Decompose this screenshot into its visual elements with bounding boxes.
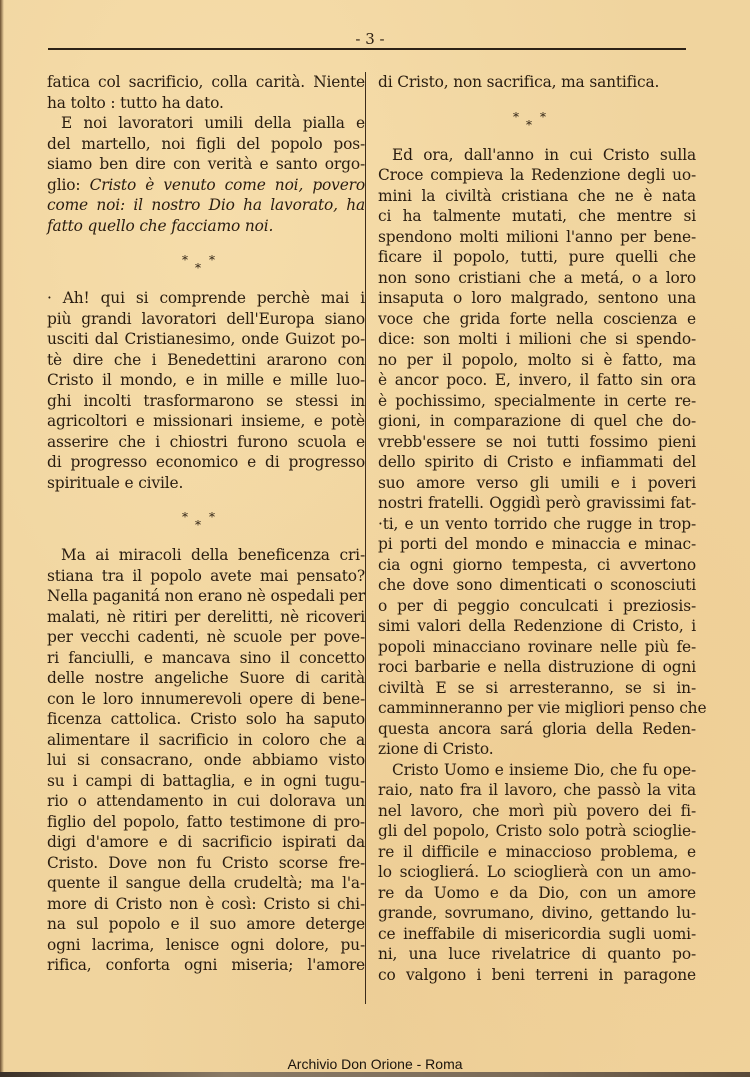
text-line: na sul popolo e il suo amore deterge: [47, 915, 365, 933]
asterisk-icon: *: [182, 253, 188, 267]
header-rule: [48, 48, 686, 50]
text-line: E noi lavoratori umili della pialla e: [61, 114, 365, 132]
section-separator: [47, 236, 365, 288]
section-separator: [378, 93, 696, 145]
text-line: more di Cristo non è così: Cristo si chi-: [47, 894, 365, 913]
asterisk-icon: *: [540, 109, 546, 124]
text-line: è ancor poco. E, invero, il fatto sin ora: [378, 371, 696, 389]
text-line: è pochissimo, specialmente in certe re-: [378, 391, 696, 410]
quote-italic: Cristo è venuto come noi, povero: [89, 175, 365, 194]
text-line: suo amore verso gli umili e i poveri: [378, 473, 696, 492]
text-line: del martello, noi figli del popolo pos-: [47, 134, 365, 153]
text-line: Croce compieva la Redenzione degli uo-: [378, 166, 696, 184]
text-line: spirituale e civile.: [47, 473, 184, 492]
text-line: ha tolto : tutto ha dato.: [47, 93, 224, 112]
paragraph: [378, 760, 696, 986]
asterisk-icon: *: [209, 510, 215, 524]
left-column: [47, 72, 365, 976]
text-line: asserire che i chiostri furono scuola e: [47, 432, 365, 451]
asterisk-icon: *: [513, 109, 519, 124]
text-line: figlio del popolo, fatto testimone di pro-: [47, 812, 365, 831]
text-line: Cristo Uomo e insieme Dio, che fu ope-: [392, 760, 696, 779]
text-line: questa ancora sará gloria della Reden-: [378, 719, 696, 738]
text-line: ri fanciulli, e mancava sino il concetto: [47, 648, 365, 667]
text-line: agricoltori e missionari insieme, e potè: [47, 412, 365, 430]
text-line: fatica col sacrificio, colla carità. Niente: [47, 73, 365, 91]
right-column: [378, 72, 707, 985]
paragraph: [47, 288, 365, 493]
text-line: re il difficile e minaccioso problema, e: [378, 842, 696, 861]
text-line: lui si consacrano, onde abbiamo visto: [47, 751, 365, 769]
text-line: cia ogni giorno tempesta, ci avvertono: [378, 555, 696, 574]
text-line: re da Uomo e da Dio, con un amore: [378, 883, 696, 902]
text-line: rio o attendamento in cui dolorava un: [47, 792, 365, 810]
text-line: digi d'amore e di sacrificio ispirati da: [47, 833, 365, 851]
text-line: nostri fratelli. Oggidì però gravissimi fat-: [378, 494, 696, 512]
text-line: vrebb'essere se noi tutti fossimo pieni: [378, 432, 696, 451]
text-line: ·ti, e un vento torrido che rugge in trop-: [378, 514, 696, 533]
text-roman: glio:: [47, 175, 90, 194]
text-line: ghi incolti trasformarono se stessi in: [47, 391, 365, 410]
text-line: insaputa o loro malgrado, sentono una: [378, 289, 696, 307]
section-separator: [47, 493, 365, 545]
text-line: delle nostre angeliche Suore di carità: [47, 669, 365, 687]
text-line: co valgono i beni terreni in paragone: [378, 965, 696, 984]
text-line: di Cristo, non sacrifica, ma santifica.: [378, 73, 660, 91]
text-line: Cristo il mondo, e in mille e mille luo-: [47, 371, 365, 389]
text-line: Ma ai miracoli della beneficenza cri-: [61, 546, 365, 564]
text-line: raio, nato fra il lavoro, che passò la vita: [378, 781, 696, 799]
text-line: grande, sovrumano, divino, gettando lu-: [378, 904, 696, 922]
text-line: mini la civiltà cristiana che ne è nata: [378, 186, 696, 205]
paragraph: [47, 113, 365, 236]
quote-line: come noi: il nostro Dio ha lavorato, ha: [47, 196, 365, 214]
text-line: con le loro innumerevoli opere di bene-: [47, 689, 365, 708]
text-line: pi porti del mondo e minaccia e minac-: [378, 535, 696, 553]
paragraph: [47, 545, 365, 976]
text-line: ficare il popolo, tutti, pure quelli che: [378, 248, 696, 266]
text-line: gli del popolo, Cristo solo potrà scioglie-: [378, 822, 696, 840]
text-line: siamo ben dire con verità e santo orgo-: [47, 155, 365, 173]
text-line: di progresso economico e di progresso: [47, 453, 365, 471]
text-line: o per di peggio conculcati i preziosis-: [378, 596, 696, 615]
page-number: - 3 -: [355, 30, 385, 48]
text-line: su i campi di battaglia, e in ogni tugu-: [47, 771, 365, 790]
text-line: [47, 175, 365, 196]
text-line: · Ah! qui si comprende perchè mai i: [47, 289, 365, 307]
text-line: stiana tra il popolo avete mai pensato?: [47, 566, 365, 585]
asterisk-icon: *: [209, 253, 215, 267]
asterisk-icon: *: [195, 518, 201, 532]
text-line: usciti dal Cristianesimo, onde Guizot po-: [47, 330, 365, 348]
text-line: ogni lacrima, lenisce ogni dolore, pu-: [47, 935, 365, 954]
text-line: Ed ora, dall'anno in cui Cristo sulla: [392, 145, 696, 164]
text-line: zione di Cristo.: [378, 740, 494, 758]
text-line: spendono molti milioni l'anno per bene-: [378, 227, 696, 246]
asterisk-icon: *: [195, 261, 201, 275]
text-line: roci barbarie e nella distruzione di ogni: [378, 658, 696, 676]
asterisk-icon: *: [182, 510, 188, 524]
paragraph: [47, 72, 365, 113]
text-line: che dove sono dimenticati o sconosciuti: [378, 576, 696, 594]
text-line: lo scioglierá. Lo scioglierà con un amo-: [378, 863, 696, 881]
text-line: popoli minacciano rovinare nelle più fe-: [378, 637, 696, 656]
text-line: ficenza cattolica. Cristo solo ha saputo: [47, 710, 365, 728]
asterisk-icon: *: [526, 117, 532, 132]
text-line: ce ineffabile di misericordia sugli uomi-: [378, 924, 696, 943]
text-line: quente il sangue della crudeltà; ma l'a-: [47, 874, 365, 892]
page-edge-shadow: [0, 0, 4, 1077]
text-line: Cristo. Dove non fu Cristo scorse fre-: [47, 853, 365, 872]
text-line: no per il popolo, molto si è fatto, ma: [378, 350, 696, 369]
text-line: rifica, conforta ogni miseria; l'amore: [47, 956, 365, 974]
column-divider: [365, 72, 366, 1004]
text-line: dello spirito di Cristo e infiammati del: [378, 453, 696, 471]
text-line: non sono cristiani che a metá, o a loro: [378, 268, 696, 287]
paragraph: [378, 72, 696, 93]
text-line: ci ha talmente mutati, che mentre si: [378, 207, 696, 225]
text-line: dice: son molti i milioni che si spendo-: [378, 330, 696, 348]
text-line: più grandi lavoratori dell'Europa siano: [47, 309, 365, 328]
text-line: alimentare il sacrificio in coloro che a: [47, 730, 365, 749]
text-line: Nella paganitá non erano nè ospedali per: [47, 587, 365, 605]
text-line: civiltà E se si arresteranno, se si in-: [378, 678, 696, 697]
text-line: nel lavoro, che morì più povero dei fi-: [378, 801, 696, 820]
text-line: ni, una luce rivelatrice di quanto po-: [378, 945, 696, 963]
text-line: tè dire che i Benedettini ararono con: [47, 350, 365, 369]
text-line: simi valori della Redenzione di Cristo, i: [378, 617, 696, 635]
text-line: camminneranno per vie migliori penso che: [378, 699, 707, 717]
text-line: gioni, in comparazione di quel che do-: [378, 412, 696, 430]
paragraph: [378, 145, 707, 760]
archive-watermark: Archivio Don Orione - Roma: [287, 1056, 463, 1072]
quote-line: fatto quello che facciamo noi.: [47, 216, 274, 235]
text-line: voce che grida forte nella coscienza e: [378, 309, 696, 328]
scan-bottom-edge: [0, 1072, 750, 1077]
text-line: malati, nè ritiri per derelitti, nè ricoveri: [47, 607, 365, 626]
text-line: per vecchi cadenti, nè scuole per pove-: [47, 628, 365, 646]
